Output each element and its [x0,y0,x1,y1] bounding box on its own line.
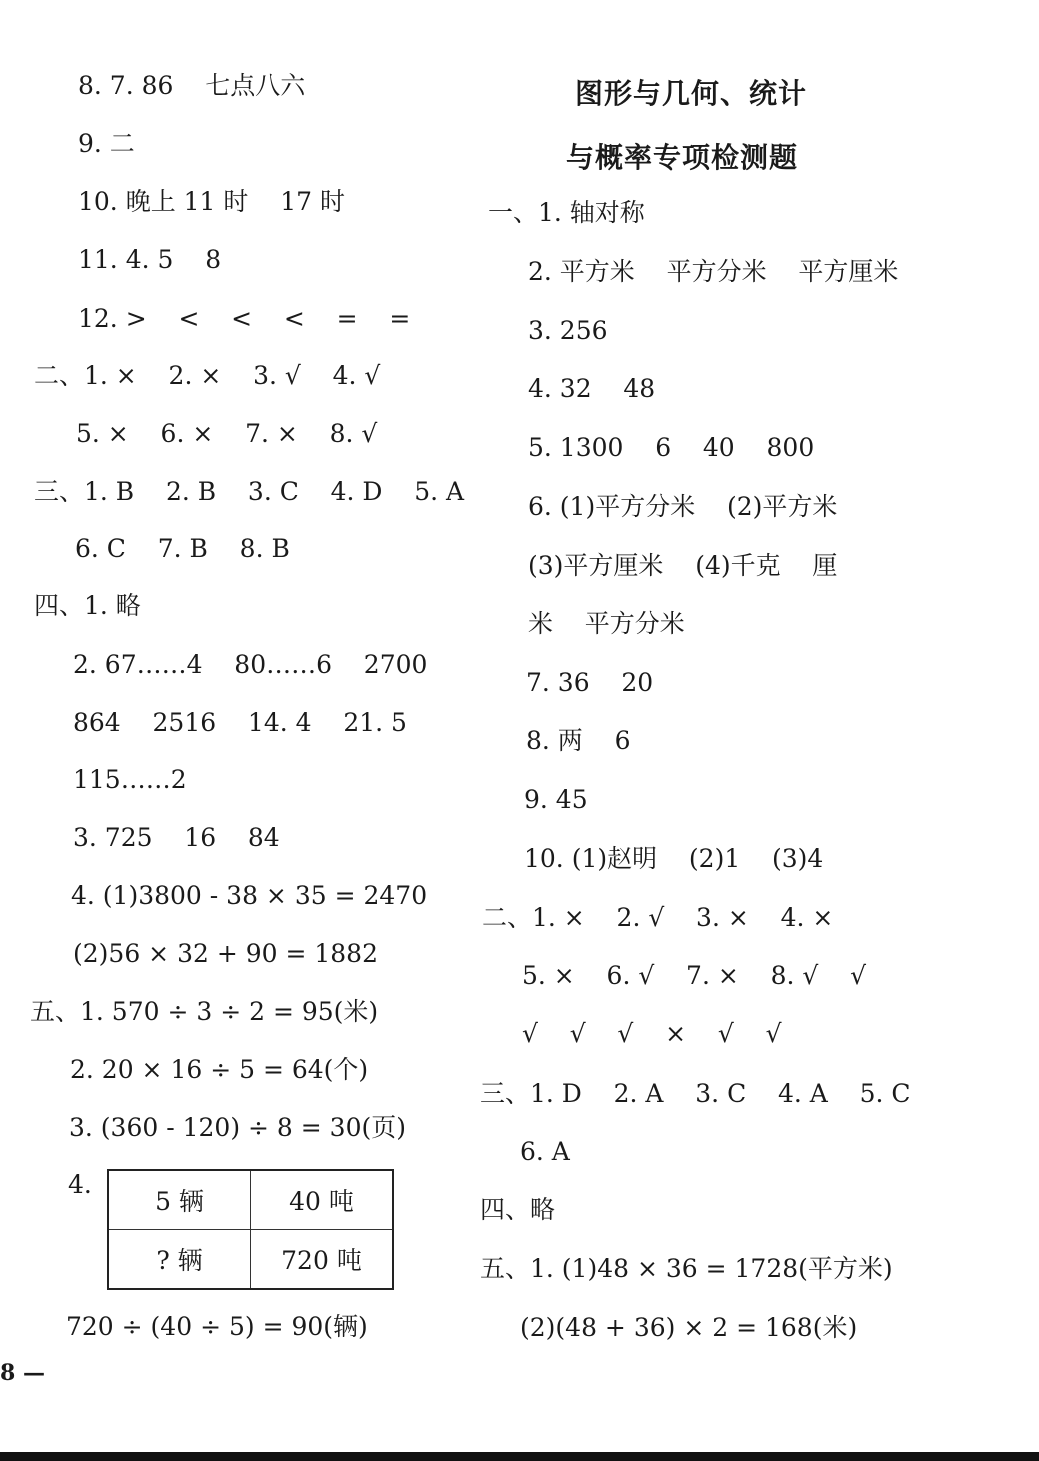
left-line-13: 3. 725 16 84 [73,823,280,852]
left-after-table: 720 ÷ (40 ÷ 5) = 90(辆) [66,1312,368,1341]
right-line-7: 米 平方分米 [528,609,685,638]
table-row [108,1170,393,1230]
left-line-19: 4. [68,1170,92,1199]
left-line-18: 3. (360 - 120) ÷ 8 = 30(页) [69,1113,406,1142]
left-line-15: (2)56 × 32 + 90 = 1882 [73,939,378,968]
left-line-5: 二、1. × 2. × 3. √ 4. √ [34,361,381,390]
page-number: 8 — [0,1360,45,1386]
table-cell: 5 辆 [108,1170,251,1230]
right-line-1: 2. 平方米 平方分米 平方厘米 [528,257,899,286]
left-line-10: 2. 67……4 80……6 2700 [73,650,428,679]
right-line-11: 10. (1)赵明 (2)1 (3)4 [524,844,824,873]
left-line-7: 三、1. B 2. B 3. C 4. D 5. A [34,477,465,506]
left-line-12: 115……2 [73,765,187,794]
left-line-0: 8. 7. 86 七点八六 [78,71,306,100]
right-line-16: 6. A [520,1137,570,1166]
right-line-0: 一、1. 轴对称 [488,198,645,227]
left-line-4: 12. > < < < = = [78,304,411,333]
right-line-14: √ √ √ × √ √ [522,1019,782,1048]
left-line-3: 11. 4. 5 8 [78,245,222,274]
left-line-9: 四、1. 略 [34,591,141,620]
section-title-line2: 与概率专项检测题 [566,141,799,174]
answer-table [107,1169,394,1290]
right-line-3: 4. 32 48 [528,374,656,403]
right-line-12: 二、1. × 2. √ 3. × 4. × [482,903,834,932]
right-line-4: 5. 1300 6 40 800 [528,433,815,462]
right-line-13: 5. × 6. √ 7. × 8. √ √ [522,961,867,990]
left-line-6: 5. × 6. × 7. × 8. √ [76,419,378,448]
right-line-2: 3. 256 [528,316,608,345]
table-row [108,1230,393,1290]
left-line-14: 4. (1)3800 - 38 × 35 = 2470 [71,881,428,910]
left-line-1: 9. 二 [78,129,135,158]
right-line-17: 四、略 [480,1195,556,1224]
left-line-17: 2. 20 × 16 ÷ 5 = 64(个) [70,1055,369,1084]
left-line-8: 6. C 7. B 8. B [75,534,290,563]
left-line-16: 五、1. 570 ÷ 3 ÷ 2 = 95(米) [30,997,379,1026]
right-line-5: 6. (1)平方分米 (2)平方米 [528,492,838,521]
table-cell: ? 辆 [108,1230,251,1290]
right-line-19: (2)(48 + 36) × 2 = 168(米) [520,1313,858,1342]
table-cell: 720 吨 [251,1230,394,1290]
section-title-line1: 图形与几何、统计 [575,77,808,110]
bottom-border [0,1452,1039,1461]
right-line-6: (3)平方厘米 (4)千克 厘 [528,551,838,580]
right-line-15: 三、1. D 2. A 3. C 4. A 5. C [480,1079,911,1108]
table-cell: 40 吨 [251,1170,394,1230]
right-line-10: 9. 45 [524,785,588,814]
right-line-18: 五、1. (1)48 × 36 = 1728(平方米) [480,1254,893,1283]
left-line-2: 10. 晚上 11 时 17 时 [78,187,345,216]
left-line-11: 864 2516 14. 4 21. 5 [73,708,407,737]
right-line-9: 8. 两 6 [526,726,631,755]
right-line-8: 7. 36 20 [526,668,654,697]
